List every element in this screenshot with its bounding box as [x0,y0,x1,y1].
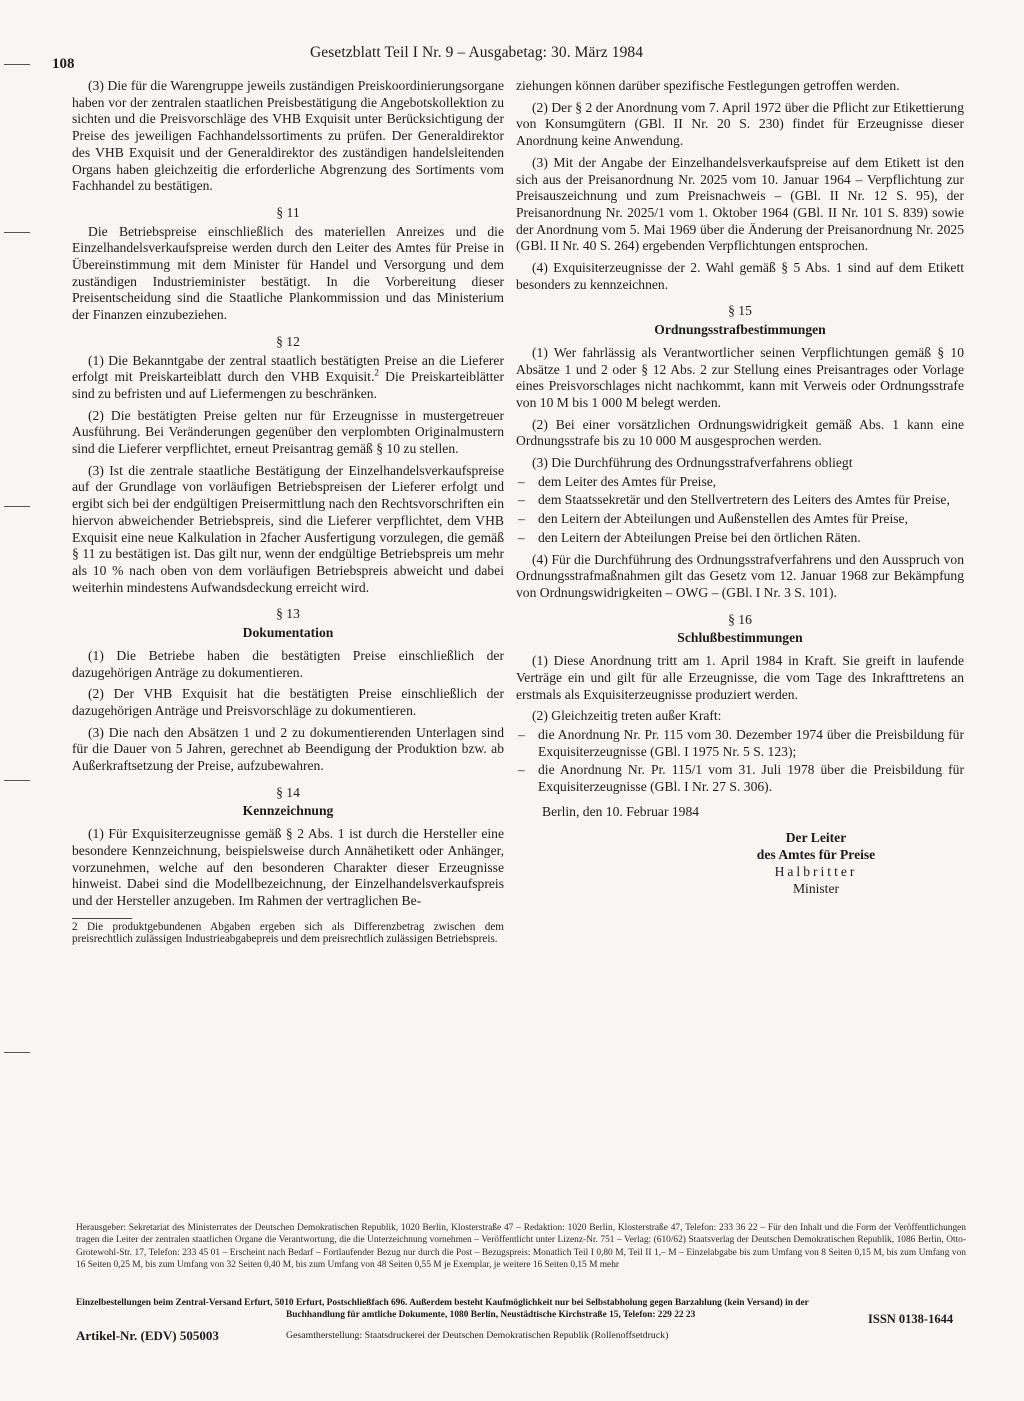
list-item: – dem Leiter des Amtes für Preise, [516,474,964,491]
right-column [516,78,964,897]
imprint-order-line: Einzelbestellungen beim Zentral-Versand Erfurt, 5010 Erfurt, Postschließfach 696. Außerdem besteht Kaufmöglichkeit nur bei Selbstabholung gegen Barzahlung (kein Versand) in der [76,1298,809,1308]
signatory-office: des Amtes für Preise [756,847,876,863]
footnote-ref: 2 [374,367,379,378]
text-run: Die Preiskarteiblätter sind zu befristen und auf Liefermengen zu beschränken. [72,369,504,401]
list-item: – dem Staatssekretär und den Stellvertretern des Leiters des Amtes für Preise, [516,492,964,509]
section-title: Dokumentation [242,625,334,641]
left-column [72,78,504,946]
section-heading: § 12 [276,333,300,349]
paragraph: (1) Die Betriebe haben die bestätigten Preise einschließlich der dazugehörigen Anträge zu dokumentieren. [72,647,504,680]
imprint-orders [76,1297,966,1322]
footnote-rule [72,918,132,919]
article-number: Artikel-Nr. (EDV) 505003 [76,1328,219,1343]
margin-mark [4,1052,30,1053]
paragraph: Die Betriebspreise einschließlich des materiellen Anreizes und die Einzelhandelsverkaufspreise werden durch den Leiter des Amtes für Preise in Übereinstimmung mit dem Minister für Handel und Versorgung und dem zuständigen Industrieminister bestätigt. In die Vorbereitung dieser Preisentscheidung sind die Staatliche Plankommission und das Ministerium der Finanzen einzubeziehen. [72,223,504,323]
text-run: (1) Die Bekanntgabe der zentral staatlich bestätigten Preise an die Lieferer erfolgt mit Preiskarteiblatt durch den VHB Exquisit. [72,352,504,385]
paragraph: (1) Wer fahrlässig als Verantwortlicher seinen Verpflichtungen gemäß § 10 Absätze 1 und 2 oder § 12 Abs. 2 zur Stellung eines Preisantrages oder Vorlage eines Preisvorschlages nicht nachkommt, kann mit Verweis oder Ordnungsstrafe von 10 M bis 1 000 M belegt werden. [516,344,964,410]
section-title: Schlußbestimmungen [677,630,803,646]
paragraph: (4) Für die Durchführung des Ordnungsstrafverfahrens und den Ausspruch von Ordnungsstrafmaßnahmen gilt das Gesetz vom 12. Januar 1968 zur Bekämpfung von Ordnungswidrigkeiten – OWG – (GBl. I Nr. 3 S. 101). [516,551,964,600]
list-item: – die Anordnung Nr. Pr. 115 vom 30. Dezember 1974 über die Preisbildung für Exquisiterzeugnisse (GBl. I 1975 Nr. 5 S. 123); [516,727,964,760]
margin-mark [4,780,30,781]
imprint-bookshop-line: Buchhandlung für amtliche Dokumente, 1080 Berlin, Neustädtische Kirchstraße 15, Telefon: 229 22 23 [286,1310,696,1321]
paragraph: (3) Die Durchführung des Ordnungsstrafverfahrens obliegt [532,455,853,471]
section-title: Kennzeichnung [242,803,334,819]
paragraph: (2) Der VHB Exquisit hat die bestätigten Preise einschließlich der dazugehörigen Anträge und Preisvorschläge zu dokumentieren. [72,686,504,718]
footnote: 2 Die produktgebundenen Abgaben ergeben sich als Differenzbetrag zwischen dem preisrechtlich zulässigen Industrieabgabepreis und dem preisrechtlich zulässigen Betriebspreis. [72,920,504,946]
paragraph: ziehungen können darüber spezifische Festlegungen getroffen werden. [516,78,900,93]
paragraph: (4) Exquisiterzeugnisse der 2. Wahl gemäß § 5 Abs. 1 sind auf dem Etikett besonders zu kennzeichnen. [516,260,964,292]
paragraph: (2) Bei einer vorsätzlichen Ordnungswidrigkeit gemäß Abs. 1 kann eine Ordnungsstrafe bis zu 10 000 M ausgesprochen werden. [516,416,964,449]
running-title: Gesetzblatt Teil I Nr. 9 – Ausgabetag: 30. März 1984 [310,44,644,61]
paragraph: (3) Mit der Angabe der Einzelhandelsverkaufspreise auf dem Etikett ist den sich aus der Preisanordnung Nr. 2025 vom 10. Januar 1964 – Verpflichtung zur Preisauszeichnung und zum Preisnachweis – (GBl. II Nr. 12 S. 95), der Preisanordnung Nr. 2025/1 vom 1. Oktober 1964 (GBl. II Nr. 101 S. 839) sowie der Anordnung vom 5. Mai 1969 über die Änderung der Preisanordnung Nr. 2025 (GBl. II Nr. 40 S. 264) ergebenden Verpflichtungen entsprochen. [516,154,964,254]
printer-credit: Gesamtherstellung: Staatsdruckerei der Deutschen Demokratischen Republik (Rollenoffsetdruck) [286,1330,669,1341]
list-item: – die Anordnung Nr. Pr. 115/1 vom 31. Juli 1978 über die Preisbildung für Exquisiterzeugnisse (GBl. I Nr. 27 S. 306). [516,762,964,795]
imprint-publisher: Herausgeber: Sekretariat des Ministerrates der Deutschen Demokratischen Republik, 1020 Berlin, Klosterstraße 47 – Redaktion: 1020 Berlin, Klosterstraße 47, Telefon: 233 36 22 – Für den Inhalt und die Form der Veröffentlichungen tragen die Leiter der zentralen staatlichen Organe die Verantwortung, die die Unterzeichnung vornehmen – Veröffentlicht unter Lizenz-Nr. 751 – Verlag: (610/62) Staatsverlag der Deutschen Demokratischen Republik, 1086 Berlin, Otto-Grotewohl-Str. 17, Telefon: 233 45 01 – Erscheint nach Bedarf – Fortlaufender Bezug nur durch die Post – Bezugspreis: Monatlich Teil I 0,80 M, Teil II 1,– M – Einzelabgabe bis zum Umfang von 8 Seiten 0,15 M, bis zum Umfang von 16 Seiten 0,25 M, bis zum Umfang von 32 Seiten 0,40 M, bis zum Umfang von 48 Seiten 0,55 M je Exemplar, je weitere 16 Seiten 0,15 M mehr [76,1223,966,1271]
list-item: – den Leitern der Abteilungen und Außenstellen des Amtes für Preise, [516,511,964,528]
signatory-role: Minister [792,880,840,896]
signature-block [516,804,964,898]
paragraph: (2) Gleichzeitig treten außer Kraft: [532,708,722,724]
list-item: – den Leitern der Abteilungen Preise bei den örtlichen Räten. [516,530,964,547]
paragraph [72,353,504,403]
issn: ISSN 0138-1644 [868,1312,954,1326]
section-heading: § 15 [728,303,752,319]
margin-mark [4,232,30,233]
section-heading: § 13 [276,606,300,622]
paragraph: (2) Die bestätigten Preise gelten nur für Erzeugnisse in mustergetreuer Ausführung. Bei Veränderungen gegenüber den verplombten Originalmustern sind die Lieferer verpflichtet, erneut Preisantrag gemäß § 10 zu stellen. [72,407,504,457]
imprint [76,1222,966,1272]
margin-mark [4,64,30,65]
page-number: 108 [52,56,75,72]
section-title: Ordnungsstrafbestimmungen [654,322,826,338]
section-heading: § 16 [728,611,752,627]
margin-mark [4,506,30,507]
signatory [666,830,966,897]
paragraph: (3) Die nach den Absätzen 1 und 2 zu dokumentierenden Unterlagen sind für die Dauer von 5 Jahren, gerechnet ab Beendigung der Produktion bzw. ab Außerkraftsetzung der Preise, aufzubewahren. [72,724,504,774]
page-header [52,44,972,72]
paragraph: (1) Diese Anordnung tritt am 1. April 1984 in Kraft. Sie greift in laufende Verträge ein und gilt für alle Erzeugnisse, die vom Tage des Inkrafttretens an erstmals als Exquisiterzeugnisse produziert werden. [516,653,964,702]
paragraph: (3) Die für die Warengruppe jeweils zuständigen Preiskoordinierungsorgane haben vor der zentralen staatlichen Preisbestätigung die Angebotskollektion zu sichten und die Preisvorschläge des VHB Exquisit unter Berücksichtigung der Preise des jeweiligen Fachhandelssortiments zu prüfen. Der Generaldirektor des VHB Exquisit und der Generaldirektor des zuständigen handelsleitenden Organs haben gleichzeitig die erforderliche Abgrenzung des Sortiments vom Fachhandel zu bestätigen. [72,78,504,194]
section-heading: § 14 [276,784,300,800]
paragraph: (3) Ist die zentrale staatliche Bestätigung der Einzelhandelsverkaufspreise auf der Grundlage von vorläufigen Betriebspreisen der Lieferer erfolgt und ergibt sich bei der endgültigen Preisermittlung nach den Rechtsvorschriften ein hiervon abweichender Betriebspreis, sind die Lieferer verpflichtet, dem VHB Exquisit eine neue Kalkulation in 2facher Ausfertigung vorzulegen, die gemäß § 11 zu bestätigen ist. Das gilt nur, wenn der endgültige Betriebspreis um mehr als 10 % nach oben von dem vorläufigen Betriebspreis abweicht und dabei weiterhin mindestens Aufwandsdeckung erreicht wird. [72,462,504,595]
signatory-name: Halbritter [774,863,858,879]
signatory-title: Der Leiter [785,830,847,846]
paragraph: (1) Für Exquisiterzeugnisse gemäß § 2 Abs. 1 ist durch die Hersteller eine besondere Kennzeichnung, beispielsweise durch Annähetikett oder Anhänger, vorzunehmen, welche auf den besonderen Charakter dieser Erzeugnisse hinweist. Dabei sind die Modellbezeichnung, der Einzelhandelsverkaufspreis und der Hersteller anzugeben. Im Rahmen der vertraglichen Be- [72,826,504,908]
paragraph: (2) Der § 2 der Anordnung vom 7. April 1972 über die Pflicht zur Etikettierung von Konsumgütern (GBl. II Nr. 20 S. 230) findet für Erzeugnisse dieser Anordnung keine Anwendung. [516,99,964,149]
signing-date: Berlin, den 10. Februar 1984 [542,803,700,819]
section-heading: § 11 [276,204,300,220]
